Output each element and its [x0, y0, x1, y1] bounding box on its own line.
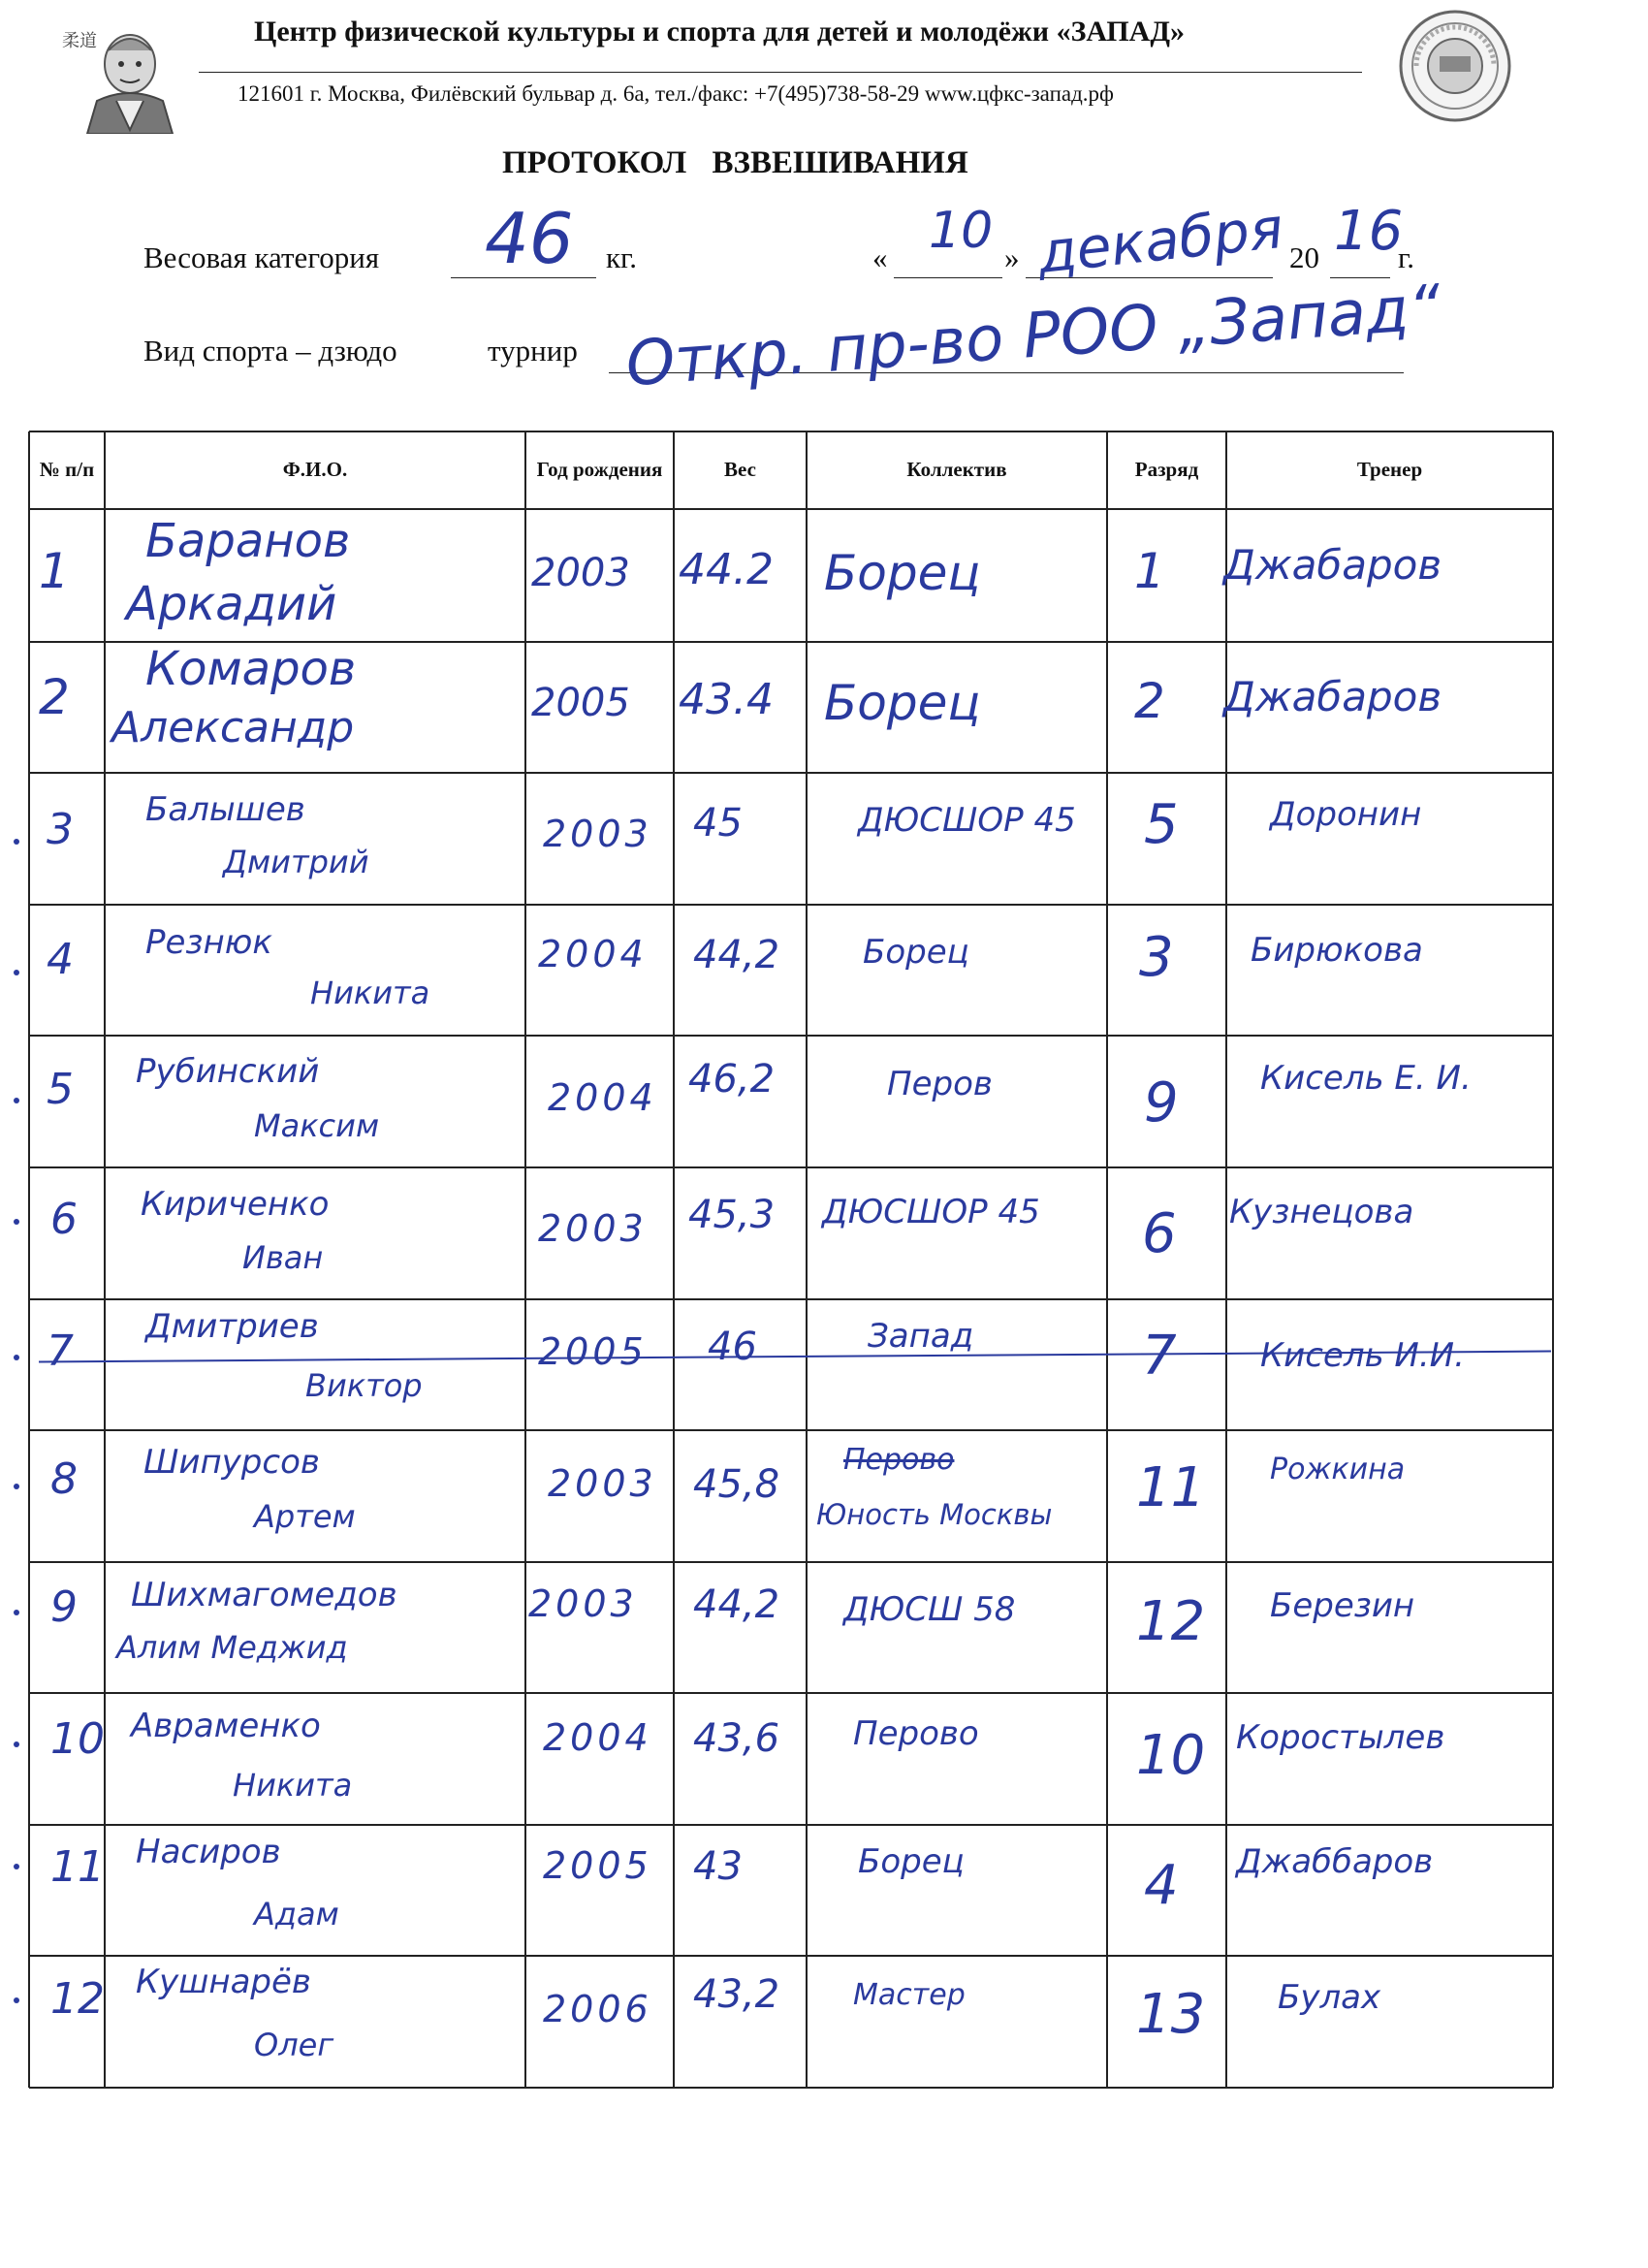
- athlete-rank: 13: [1136, 1983, 1206, 2046]
- column-header-coach: Тренер: [1356, 458, 1423, 482]
- athlete-rank: 12: [1136, 1590, 1206, 1653]
- row-number: 3: [47, 805, 74, 854]
- athlete-rank: 6: [1142, 1202, 1177, 1265]
- athlete-surname: Кириченко: [141, 1185, 330, 1224]
- athlete-given-name: Александр: [111, 703, 355, 752]
- athlete-weight: 45,8: [693, 1462, 780, 1507]
- team-name: Борец: [863, 933, 969, 972]
- athlete-rank: 3: [1139, 926, 1174, 989]
- athlete-surname: Комаров: [145, 642, 357, 696]
- row-number: 12: [50, 1974, 105, 2024]
- athlete-weight: 44,2: [693, 933, 780, 977]
- document-title: ПРОТОКОЛ ВЗВЕШИВАНИЯ: [502, 145, 968, 180]
- row-number: 8: [50, 1454, 78, 1504]
- athlete-rank: 1: [1134, 543, 1165, 599]
- coach-name: Кисель Е. И.: [1260, 1059, 1472, 1098]
- birth-year: 2003: [538, 1207, 648, 1250]
- team-name: Перово: [853, 1714, 979, 1753]
- tournament-value: Откр. пр-во РОО „Запад“: [623, 272, 1443, 401]
- athlete-surname: Шихмагомедов: [131, 1576, 397, 1614]
- date-day-blank: [894, 277, 1002, 278]
- athlete-weight: 43,6: [693, 1716, 780, 1761]
- athlete-surname: Шипурсов: [143, 1443, 320, 1482]
- athlete-given-name: Максим: [254, 1107, 380, 1144]
- margin-tick-mark: [14, 1741, 19, 1747]
- row-number: 7: [47, 1326, 74, 1376]
- athlete-rank: 10: [1136, 1724, 1206, 1787]
- athlete-given-name: Виктор: [305, 1367, 423, 1404]
- margin-tick-mark: [14, 1864, 19, 1869]
- athlete-rank: 9: [1144, 1071, 1179, 1134]
- sport-label: Вид спорта – дзюдо: [143, 334, 397, 367]
- athlete-rank: 5: [1144, 793, 1179, 856]
- margin-tick-mark: [14, 839, 19, 845]
- athlete-given-name: Никита: [310, 974, 430, 1011]
- row-number: 2: [39, 669, 70, 725]
- team-name: Перово: [843, 1443, 955, 1477]
- athlete-given-name: Адам: [254, 1896, 339, 1933]
- row-number: 9: [50, 1582, 78, 1632]
- team-name: Запад: [868, 1317, 974, 1356]
- athlete-surname: Баранов: [145, 514, 351, 568]
- athlete-surname: Балышев: [145, 790, 305, 829]
- row-number: 4: [47, 935, 74, 984]
- athlete-weight: 44.2: [679, 545, 774, 594]
- row-number: 11: [50, 1842, 105, 1892]
- column-header-name: Ф.И.О.: [282, 458, 348, 482]
- date-month: декабря: [1034, 194, 1286, 287]
- athlete-given-name: Артем: [254, 1498, 356, 1535]
- athlete-rank: 11: [1136, 1456, 1206, 1519]
- date-day: 10: [929, 202, 994, 260]
- date-suffix: г.: [1398, 240, 1414, 274]
- margin-tick-mark: [14, 1355, 19, 1360]
- date-open-quote: «: [872, 240, 888, 274]
- coach-name: Бирюкова: [1251, 931, 1423, 970]
- coach-name: Кисель И.И.: [1260, 1336, 1465, 1375]
- team-name: Мастер: [853, 1978, 966, 2012]
- birth-year: 2005: [538, 1330, 648, 1373]
- team-name: Перов: [887, 1065, 993, 1103]
- birth-year: 2003: [548, 1462, 657, 1505]
- margin-tick-mark: [14, 1219, 19, 1225]
- athlete-given-name: Никита: [233, 1767, 353, 1804]
- column-header-rank: Разряд: [1134, 458, 1199, 482]
- date-close-quote: »: [1004, 240, 1020, 274]
- judo-founder-portrait-icon: [58, 21, 182, 134]
- team-name: Борец: [824, 545, 981, 601]
- birth-year: 2006: [543, 1988, 652, 2030]
- athlete-weight: 46: [708, 1325, 757, 1369]
- column-header-number: № п/п: [39, 458, 95, 482]
- svg-text:柔道: 柔道: [62, 31, 97, 51]
- athlete-rank: 4: [1144, 1854, 1179, 1917]
- weight-category-value: 46: [485, 198, 574, 279]
- birth-year: 2003: [528, 1582, 638, 1625]
- athlete-weight: 43: [693, 1844, 743, 1889]
- coach-name: Джабаров: [1223, 673, 1442, 720]
- margin-tick-mark: [14, 970, 19, 975]
- coach-name: Джабаров: [1223, 541, 1442, 589]
- row-number: 1: [39, 543, 70, 599]
- athlete-surname: Резнюк: [145, 923, 272, 962]
- date-year-prefix: 20: [1289, 240, 1319, 274]
- athlete-weight: 44,2: [693, 1582, 780, 1627]
- athlete-surname: Кушнарёв: [136, 1963, 311, 2001]
- team-name: ДЮСШОР 45: [822, 1193, 1040, 1231]
- margin-tick-mark: [14, 1997, 19, 2003]
- athlete-weight: 45: [693, 801, 743, 846]
- seal-emblem-icon: [1397, 8, 1513, 124]
- coach-name: Булах: [1278, 1978, 1381, 2017]
- team-name: ДЮСШ 58: [843, 1590, 1016, 1629]
- tournament-label: турнир: [488, 334, 578, 367]
- athlete-given-name: Алим Меджид: [116, 1629, 348, 1666]
- weight-category-unit: кг.: [606, 240, 638, 274]
- date-year-suffix: 16: [1334, 200, 1404, 263]
- team-name: Борец: [824, 675, 981, 731]
- athlete-given-name: Аркадий: [126, 577, 337, 631]
- row-number: 10: [50, 1714, 105, 1764]
- athlete-surname: Рубинский: [136, 1052, 320, 1091]
- athlete-rank: 2: [1134, 673, 1165, 729]
- coach-name: Коростылев: [1236, 1718, 1445, 1757]
- coach-name: Доронин: [1270, 795, 1422, 834]
- coach-name: Рожкина: [1270, 1453, 1406, 1486]
- weight-category-label: Весовая категория: [143, 240, 380, 274]
- athlete-given-name: Дмитрий: [223, 844, 369, 880]
- athlete-weight: 43.4: [679, 675, 774, 724]
- organization-address: 121601 г. Москва, Филёвский бульвар д. 6а, тел./факс: +7(495)738-58-29 www.цфкс-запад.рф: [238, 81, 1114, 106]
- row-number: 5: [47, 1065, 74, 1114]
- column-header-team: Коллектив: [906, 458, 1007, 482]
- athlete-weight: 43,2: [693, 1972, 780, 2017]
- column-header-year: Год рождения: [536, 458, 663, 482]
- coach-name: Джаббаров: [1236, 1842, 1434, 1881]
- row-number: 6: [50, 1195, 78, 1244]
- team-name: Борец: [858, 1842, 965, 1881]
- organization-name: Центр физической культуры и спорта для детей и молодёжи «ЗАПАД»: [254, 16, 1185, 48]
- athlete-surname: Насиров: [136, 1833, 281, 1871]
- athlete-given-name: Олег: [254, 2027, 334, 2063]
- coach-name: Кузнецова: [1229, 1193, 1414, 1231]
- athlete-given-name: Иван: [242, 1239, 324, 1276]
- margin-tick-mark: [14, 1484, 19, 1489]
- athlete-weight: 46,2: [688, 1057, 776, 1102]
- athlete-surname: Дмитриев: [145, 1307, 319, 1346]
- birth-year: 2005: [543, 1844, 652, 1887]
- athlete-weight: 45,3: [688, 1193, 776, 1237]
- coach-name: Березин: [1270, 1586, 1415, 1625]
- margin-tick-mark: [14, 1610, 19, 1615]
- birth-year: 2004: [548, 1076, 657, 1119]
- birth-year: 2004: [543, 1716, 652, 1759]
- birth-year: 2003: [543, 813, 652, 855]
- athlete-rank: 7: [1142, 1325, 1177, 1388]
- birth-year: 2004: [538, 933, 648, 975]
- header-divider: [199, 72, 1362, 73]
- team-name: ДЮСШОР 45: [858, 801, 1076, 840]
- team-name-correction: Юность Москвы: [816, 1498, 1053, 1531]
- birth-year: 2003: [531, 551, 630, 595]
- margin-tick-mark: [14, 1098, 19, 1103]
- athlete-surname: Авраменко: [131, 1707, 321, 1745]
- birth-year: 2005: [531, 681, 630, 725]
- column-header-weight: Вес: [724, 458, 756, 482]
